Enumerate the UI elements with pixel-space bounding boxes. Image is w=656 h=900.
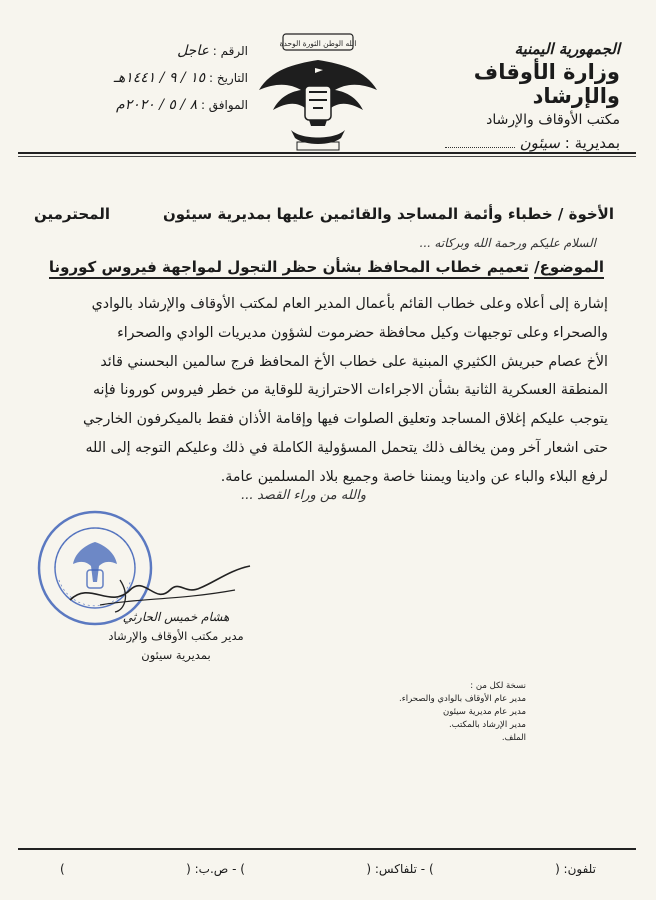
subject-text: تعميم خطاب المحافظ بشأن حظر التجول لمواجهة فيروس كورونا [49, 258, 529, 279]
body-line: يتوجب عليكم إغلاق المساجد وتعليق الصلوات فيها وإقامة الأذان فقط بالميكرفون الخارجي [82, 411, 608, 428]
date-label: التاريخ : [208, 71, 248, 85]
list-item: مدير عام مديرية سيئون [443, 707, 526, 717]
corresponding-label: الموافق : [200, 98, 248, 112]
subject-label: الموضوع/ [534, 258, 604, 279]
ref-row [38, 43, 248, 59]
signer-title: مدير مكتب الأوقاف والإرشاد [108, 629, 244, 643]
header-divider-thin [18, 156, 636, 157]
list-item: الملف. [501, 733, 526, 743]
body-line: المنطقة العسكرية الثانية بشأن الاجراءات الاحترازية للوقاية من خطر فيروس كورونا فإنه [92, 382, 608, 399]
list-item: مدير عام الأوقاف بالوادي والصحراء. [399, 694, 526, 704]
addressee-text: الأخوة / خطباء وأئمة المساجد والقائمين عليها بمديرية سيئون [162, 205, 614, 223]
copies-list [326, 680, 526, 745]
closing-phrase: والله من وراء القصد ... [240, 488, 366, 503]
date-row [38, 70, 248, 86]
body-line: حتى اشعار آخر ومن يخالف ذلك يتحمل المسؤولية الكاملة في ذلك وعليكم التوجه إلى الله [85, 439, 608, 456]
footer-end: ) [60, 862, 65, 876]
signer-block [96, 608, 256, 665]
respected-label: المحترمين [34, 205, 111, 223]
subject-line [49, 258, 604, 276]
body-line: والصحراء وعلى توجيهات وكيل محافظة حضرموت لشؤون مديريات الوادي والصحراء [117, 324, 608, 341]
ref-value: عاجل [177, 43, 209, 59]
body-line: لرفع البلاء والباء عن وادينا ويمننا خاصة وجميع بلاد المسلمين عامة. [220, 468, 608, 485]
signer-title-district: بمديرية سيئون [141, 648, 211, 662]
district-value: سيئون [519, 134, 560, 152]
letterhead-right [410, 40, 620, 152]
office-name: مكتب الأوقاف والإرشاد [486, 112, 620, 128]
date-value: ١٥ / ٩ / ١٤٤١هـ [113, 70, 206, 86]
copies-heading: نسخة لكل من : [470, 681, 526, 691]
corresponding-value: ٨ / ٥ / ٢٠٢٠م [116, 97, 198, 113]
yemen-eagle-emblem-icon [253, 30, 383, 160]
addressee-line [34, 205, 614, 223]
district-line [410, 134, 620, 152]
letter-body [40, 290, 608, 492]
footer-divider [18, 848, 636, 850]
list-item: مدير الإرشاد بالمكتب. [448, 720, 526, 730]
body-line: إشارة إلى أعلاه وعلى خطاب القائم بأعمال المدير العام لمكتب الأوقاف والإرشاد بالوادي [91, 296, 608, 312]
footer-contacts [60, 862, 596, 876]
greeting: السلام عليكم ورحمة الله وبركاته ... [419, 236, 596, 250]
ref-label: الرقم : [212, 44, 248, 58]
letterhead-left [38, 43, 248, 124]
district-label: بمديرية : [564, 134, 620, 152]
footer-pobox: ) - ص.ب: ( [186, 862, 245, 876]
corresponding-row [38, 97, 248, 113]
emblem-motto: الله الوطن الثورة الوحدة [279, 39, 357, 48]
body-line: الأخ عصام حبريش الكثيري المبنية على خطاب الأخ المحافظ فرج سالمين البحسني قائد [100, 353, 608, 370]
footer-phone: تلفون: ( [555, 862, 596, 876]
header-divider [18, 152, 636, 154]
footer-fax: ) - تلفاكس: ( [366, 862, 434, 876]
republic-name: الجمهورية اليمنية [514, 40, 620, 58]
signer-name: هشام خميس الحارثي [122, 610, 230, 624]
ministry-name: وزارة الأوقاف والإرشاد [473, 60, 620, 108]
